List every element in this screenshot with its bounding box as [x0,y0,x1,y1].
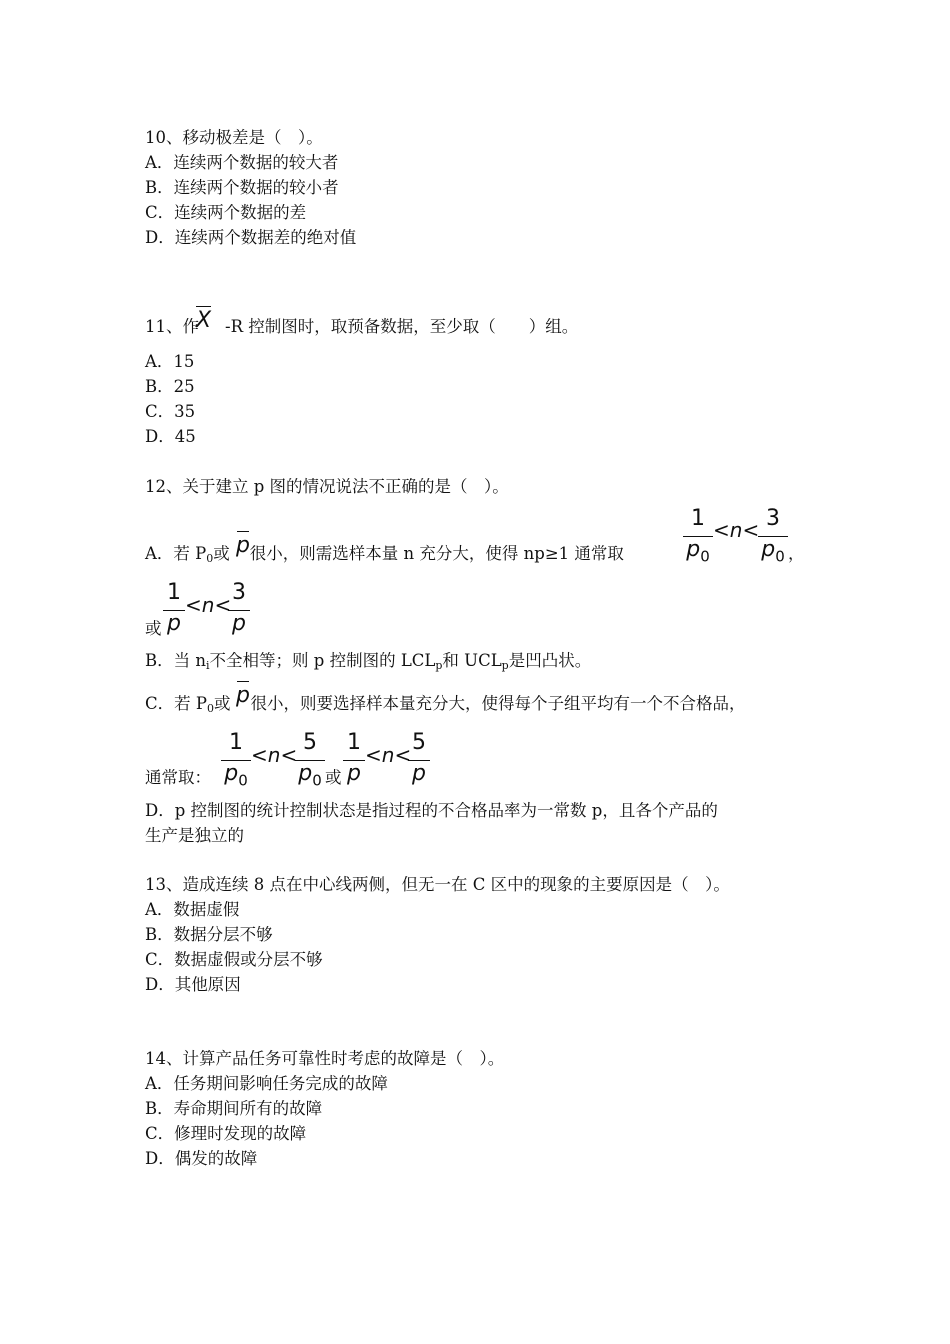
p-bar-symbol: p [236,533,250,558]
q11-option-a: A．15 [145,352,195,371]
or-word: 或 [325,768,342,787]
q14-option-a: A．任务期间影响任务完成的故障 [145,1074,388,1093]
q10-option-c: C．连续两个数据的差 [145,203,307,222]
q10-stem: 10、移动极差是（ ）。 [145,128,323,147]
fraction-3-over-p0: 3 $p_0$ [758,506,788,566]
comma: ， [788,544,805,563]
q12-option-d-line1: D．p 控制图的统计控制状态是指过程的不合格品率为一常数 p，且各个产品的 [145,801,718,820]
q12-option-c: C．若 $P_0$或 很小，则要选择样本量充分大，使得每个子组平均有一个不合格品， [145,694,746,715]
q14-option-c: C．修理时发现的故障 [145,1124,307,1143]
fraction-1-over-pbar: 1 p [163,580,185,640]
q13-option-c: C．数据虚假或分层不够 [145,950,323,969]
q14-option-b: B．寿命期间所有的故障 [145,1099,323,1118]
fraction-1-over-p0: 1 $p_0$ [683,506,713,566]
p-bar-symbol: p [236,683,250,708]
or-word: 或 [145,619,162,638]
less-than-sign: <n< [713,518,760,542]
fraction-5-over-pbar: 5 p [408,730,430,790]
q11-prefix: 11、作 [145,317,199,336]
q11-option-d: D．45 [145,427,196,446]
q11-suffix: -R 控制图时，取预备数据，至少取（ ）组。 [225,317,579,336]
q14-option-d: D．偶发的故障 [145,1149,258,1168]
fraction-5-over-p0: 5 $p_0$ [295,730,325,790]
fraction-1-over-pbar: 1 p [343,730,365,790]
x-bar-symbol: X [196,308,212,333]
fraction-1-over-p0: 1 $p_0$ [221,730,251,790]
fraction-3-over-pbar: 3 p [228,580,250,640]
q13-option-d: D．其他原因 [145,975,241,994]
q10-option-d: D．连续两个数据差的绝对值 [145,228,357,247]
q13-stem: 13、造成连续 8 点在中心线两侧，但无一在 C 区中的现象的主要原因是（ ）。 [145,875,730,894]
q13-option-b: B．数据分层不够 [145,925,273,944]
q12-option-b: B．当 $n_i$不全相等；则 p 控制图的 $LCL_p$和 $UCL_p$是凹凸状。 [145,651,592,672]
usually-take-label: 通常取： [145,768,211,787]
less-than-sign: <n< [365,743,412,767]
q11-option-c: C．35 [145,402,196,421]
q11-option-b: B．25 [145,377,195,396]
q12-option-d-line2: 生产是独立的 [145,826,244,845]
q14-stem: 14、计算产品任务可靠性时考虑的故障是（ ）。 [145,1049,505,1068]
q12-option-a: A．若 $P_0$或 很小，则需选样本量 n 充分大，使得 np≥1 通常取 [145,544,624,565]
q13-option-a: A．数据虚假 [145,900,240,919]
less-than-sign: <n< [185,593,232,617]
less-than-sign: <n< [251,743,298,767]
q10-option-b: B．连续两个数据的较小者 [145,178,339,197]
q12-stem: 12、关于建立 p 图的情况说法不正确的是（ ）。 [145,477,509,496]
q10-option-a: A．连续两个数据的较大者 [145,153,339,172]
